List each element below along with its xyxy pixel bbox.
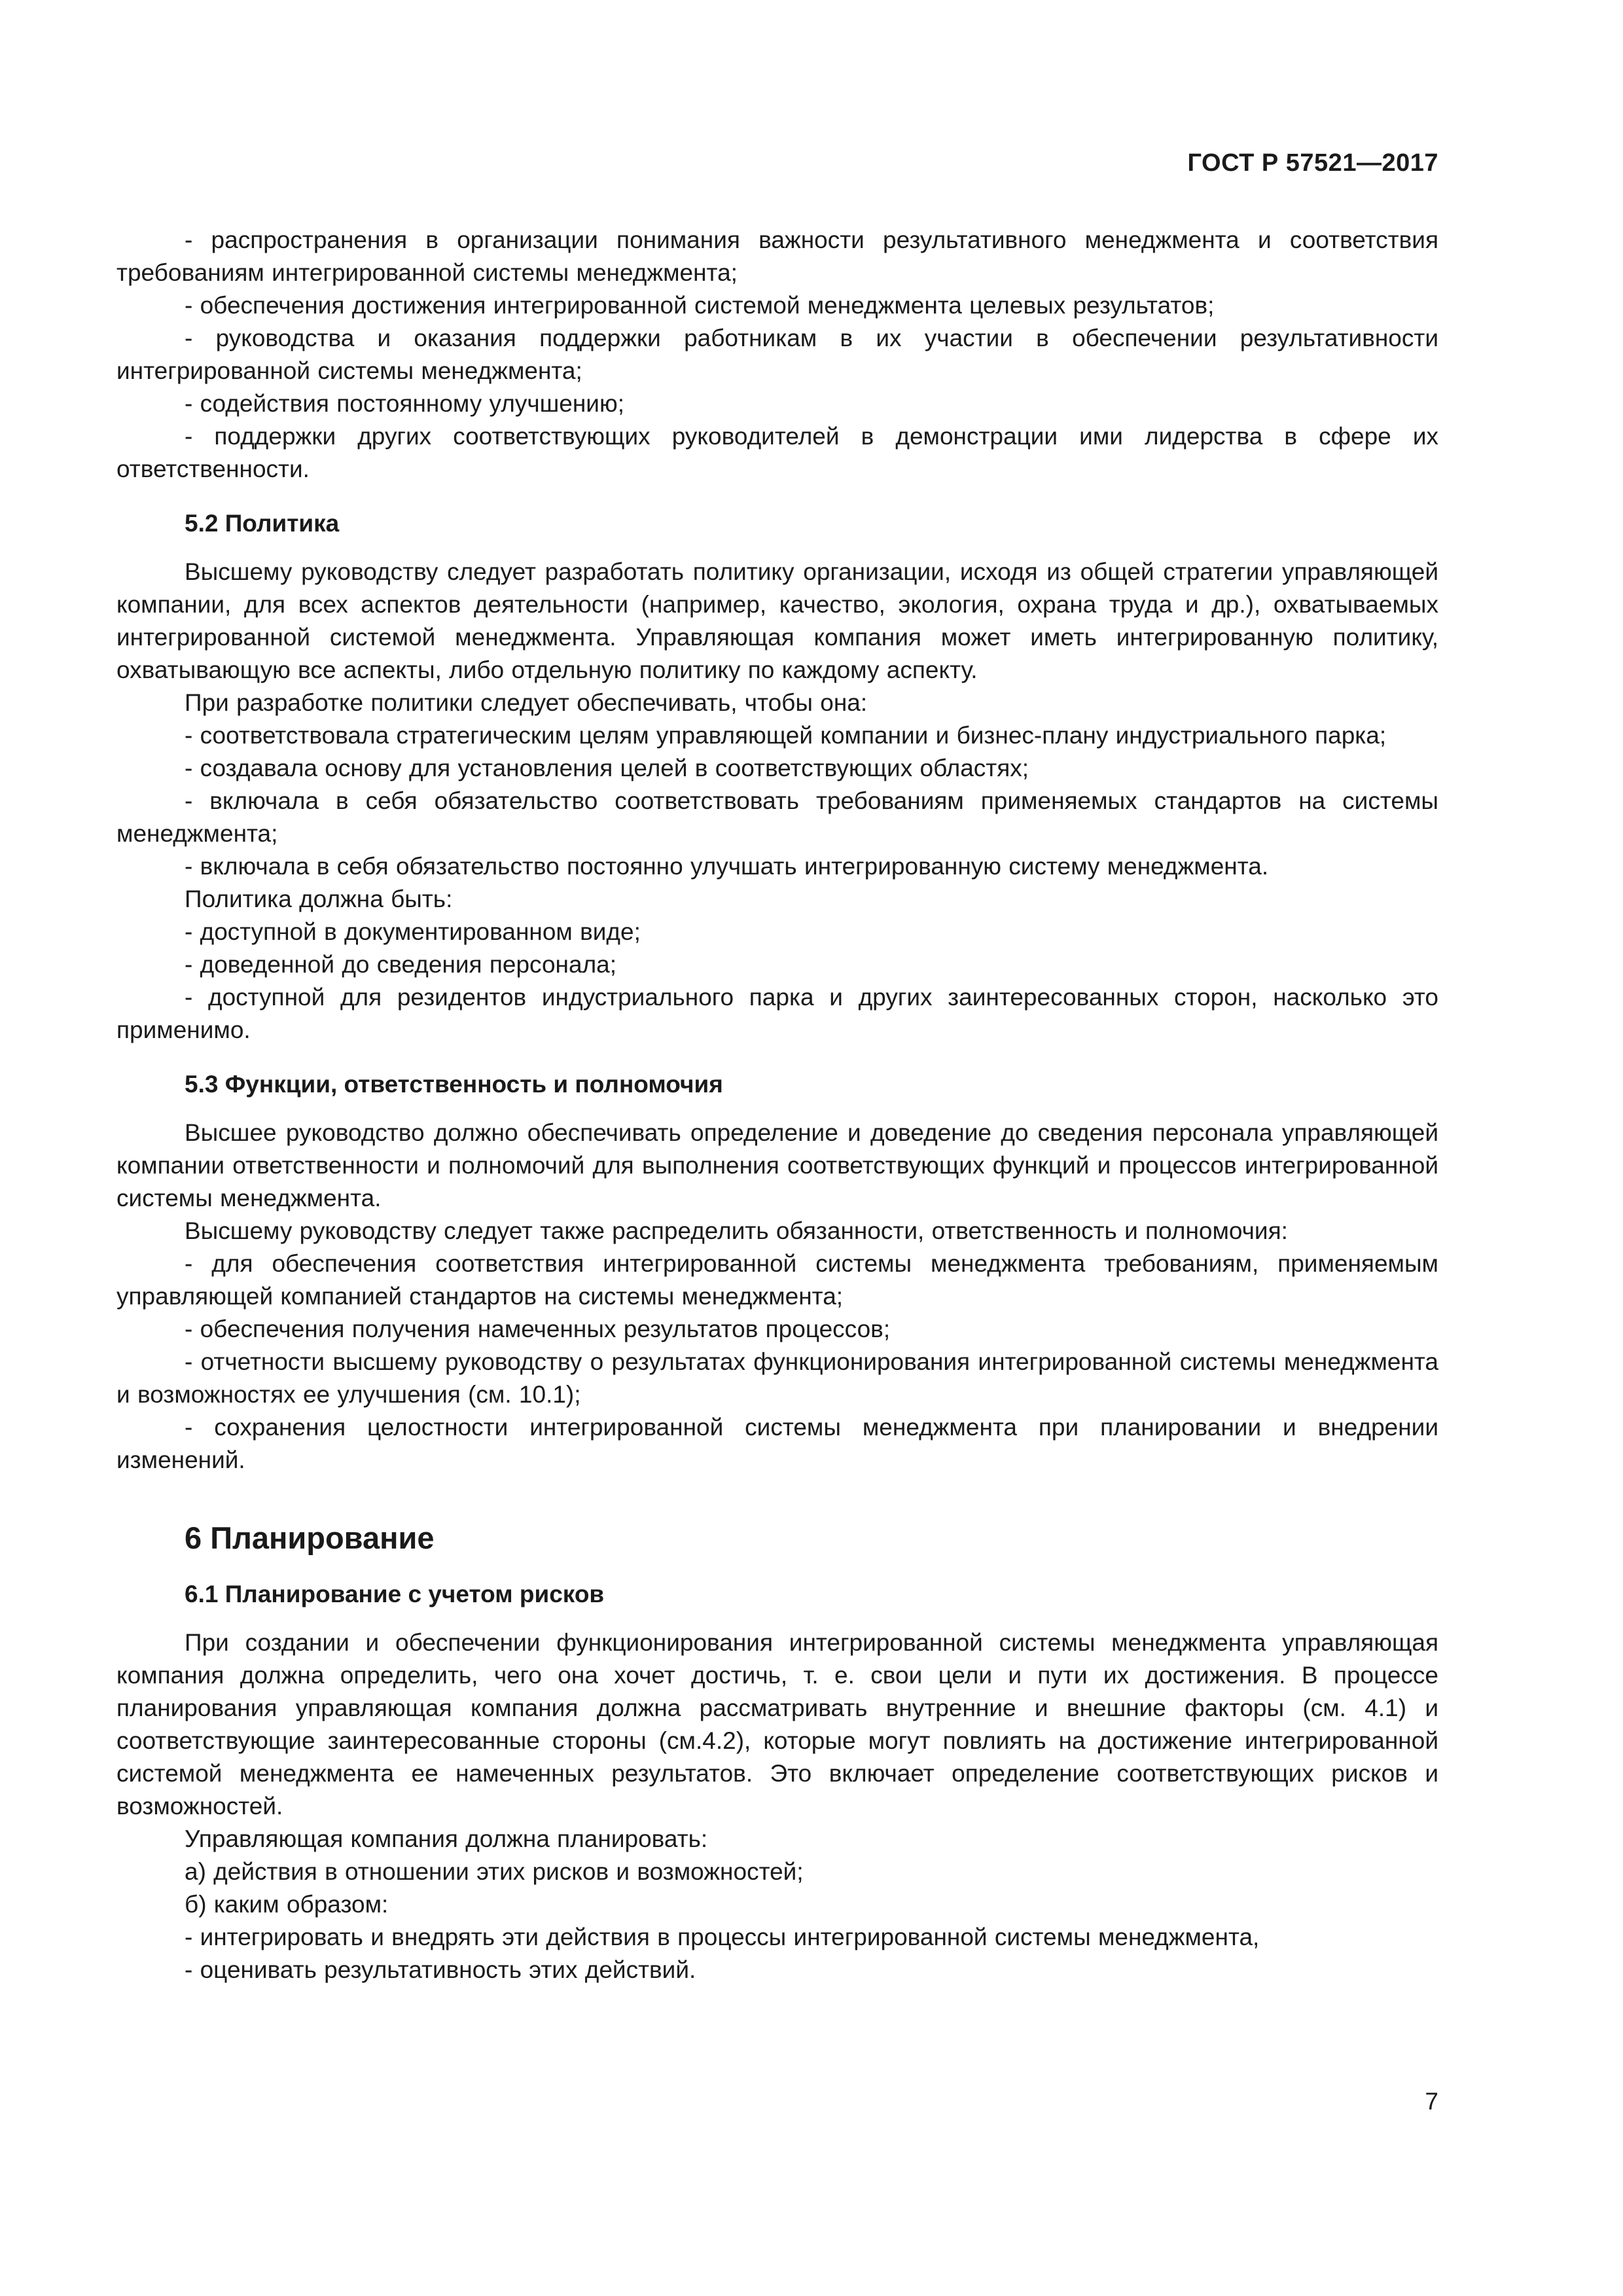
list-item: - соответствовала стратегическим целям управляющей компании и бизнес-плану индустриального парка;: [185, 722, 1387, 749]
paragraph: При разработке политики следует обеспечивать, чтобы она:: [185, 689, 868, 716]
document-code: ГОСТ Р 57521—2017: [1187, 149, 1438, 177]
list-item: - содействия постоянному улучшению;: [185, 390, 624, 417]
list-item: а) действия в отношении этих рисков и возможностей;: [185, 1858, 804, 1885]
section-5-2-heading: 5.2 Политика: [185, 510, 340, 537]
paragraph: Высшему руководству следует разработать политику организации, исходя из общей стратегии управляющей компании, для всех аспектов деятельности (например, качество, экология, охрана труда и др.), охватываемых интегрированной системой менеджмента. Управляющая компания может иметь интегрированную политику, охватывающую все аспекты, либо отдельную политику по каждому аспекту.: [116, 558, 1438, 683]
list-item: - интегрировать и внедрять эти действия в процессы интегрированной системы менеджмента,: [185, 1924, 1260, 1950]
list-item: - обеспечения достижения интегрированной системой менеджмента целевых результатов;: [185, 292, 1215, 319]
section-5-3-heading: 5.3 Функции, ответственность и полномочия: [185, 1071, 723, 1098]
section-5-3-body: [116, 1117, 1438, 1477]
list-item: - доступной в документированном виде;: [185, 918, 641, 945]
section-6-1-heading: 6.1 Планирование с учетом рисков: [185, 1581, 605, 1607]
list-item: - для обеспечения соответствия интегрированной системы менеджмента требованиям, применяемым управляющей компанией стандартов на системы менеджмента;: [116, 1250, 1438, 1310]
list-item: - доступной для резидентов индустриального парка и других заинтересованных сторон, насколько это применимо.: [116, 984, 1438, 1043]
list-item: - создавала основу для установления целей в соответствующих областях;: [185, 755, 1029, 781]
paragraph: Высшее руководство должно обеспечивать определение и доведение до сведения персонала управляющей компании ответственности и полномочий для выполнения соответствующих функций и процессов интегрированной системы менеджмента.: [116, 1119, 1438, 1211]
intro-list: [116, 224, 1438, 486]
paragraph: Политика должна быть:: [185, 886, 453, 912]
list-item: - включала в себя обязательство соответствовать требованиям применяемых стандартов на системы менеджмента;: [116, 787, 1438, 847]
list-item: - сохранения целостности интегрированной системы менеджмента при планировании и внедрении изменений.: [116, 1414, 1438, 1473]
list-item: - распространения в организации понимания важности результативного менеджмента и соответствия требованиям интегрированной системы менеджмента;: [116, 226, 1438, 286]
page-number: 7: [1425, 2088, 1438, 2115]
list-item: - обеспечения получения намеченных результатов процессов;: [185, 1316, 891, 1342]
section-6-heading: 6 Планирование: [185, 1520, 435, 1555]
paragraph: Высшему руководству следует также распределить обязанности, ответственность и полномочия:: [185, 1217, 1288, 1244]
paragraph: При создании и обеспечении функционирования интегрированной системы менеджмента управляющая компания должна определить, чего она хочет достичь, т. е. свои цели и пути их достижения. В процессе планирования управляющая компания должна рассматривать внутренние и внешние факторы (см. 4.1) и соответствующие заинтересованные стороны (см.4.2), которые могут повлиять на достижение интегрированной системой менеджмента ее намеченных результатов. Это включает определение соответствующих рисков и возможностей.: [116, 1629, 1438, 1820]
list-item: - включала в себя обязательство постоянно улучшать интегрированную систему менеджмента.: [185, 853, 1269, 880]
list-item: - доведенной до сведения персонала;: [185, 951, 617, 978]
section-5-2-body: [116, 556, 1438, 1047]
section-6-1-body: [116, 1626, 1438, 1986]
list-item: - поддержки других соответствующих руководителей в демонстрации ими лидерства в сфере их ответственности.: [116, 423, 1438, 482]
paragraph: Управляющая компания должна планировать:: [185, 1825, 708, 1852]
list-item: б) каким образом:: [185, 1891, 389, 1918]
list-item: - оценивать результативность этих действий.: [185, 1956, 696, 1983]
list-item: - руководства и оказания поддержки работникам в их участии в обеспечении результативности интегрированной системы менеджмента;: [116, 325, 1438, 384]
list-item: - отчетности высшему руководству о результатах функционирования интегрированной системы менеджмента и возможностях ее улучшения (см. 10.1);: [116, 1348, 1438, 1408]
document-body: [116, 224, 1438, 1986]
